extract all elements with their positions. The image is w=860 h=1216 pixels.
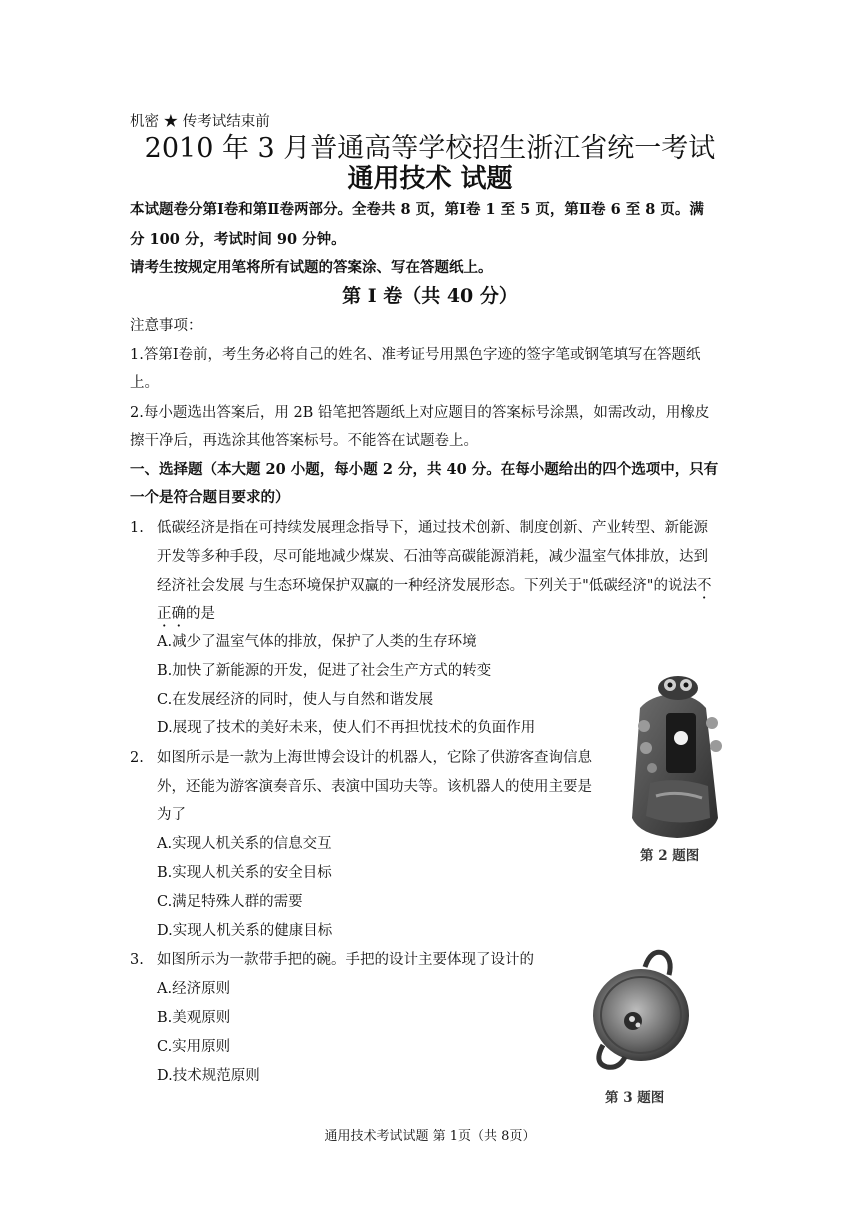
question-1-line-3 — [157, 576, 711, 596]
question-1-line-2: 开发等多种手段，尽可能地减少煤炭、石油等高碳能源消耗，减少温室气体排放，达到 — [157, 549, 708, 565]
part1-heading: 第 I 卷（共 40 分） — [342, 285, 518, 307]
question-2-line-2: 外，还能为游客演奏音乐、表演中国功夫等。该机器人的使用主要是 — [157, 779, 592, 795]
question-3-number: 3. — [130, 952, 144, 968]
bowl-figure — [585, 945, 695, 1075]
emphasis-char-correct-1: 正 — [157, 606, 172, 622]
question-1-line-3-text: 经济社会发展 与生态环境保护双赢的一种经济发展形态。下列关于"低碳经济"的说法 — [157, 578, 697, 594]
question-3-line-1: 如图所示为一款带手把的碗。手把的设计主要体现了设计的 — [157, 952, 534, 968]
notes-title: 注意事项： — [130, 318, 203, 334]
question-1-number: 1. — [130, 520, 144, 536]
figure-3-label: 第 3 题图 — [605, 1090, 665, 1106]
robot-illustration — [622, 668, 732, 843]
section-heading-line-1: 一、选择题（本大题 20 小题，每小题 2 分，共 40 分。在每小题给出的四个选项中，只有 — [130, 461, 719, 478]
note-1-line-2: 上。 — [130, 375, 159, 391]
question-3-option-c: C.实用原则 — [157, 1039, 231, 1055]
bowl-illustration — [585, 945, 695, 1075]
emphasis-char-not: 不 — [696, 578, 712, 594]
question-1-option-c: C.在发展经济的同时，使人与自然和谐发展 — [157, 692, 434, 708]
note-1-line-1: 1.答第Ⅰ卷前，考生务必将自己的姓名、准考证号用黑色字迹的签字笔或钢笔填写在答题纸 — [130, 347, 701, 363]
intro-line-2: 分 100 分，考试时间 90 分钟。 — [130, 231, 346, 248]
exam-subtitle: 通用技术 试题 — [347, 164, 513, 194]
question-2-option-a: A.实现人机关系的信息交互 — [157, 836, 332, 852]
question-1-option-d: D.展现了技术的美好未来，使人们不再担忧技术的负面作用 — [157, 720, 536, 736]
page-footer: 通用技术考试试题 第 1页（共 8页） — [324, 1129, 536, 1144]
emphasis-char-correct-2: 确 — [171, 606, 186, 622]
question-2-line-1: 如图所示是一款为上海世博会设计的机器人，它除了供游客查询信息 — [157, 750, 592, 766]
question-1-line-4 — [157, 604, 215, 624]
robot-figure — [622, 668, 732, 843]
note-2-line-2: 擦干净后，再选涂其他答案标号。不能答在试题卷上。 — [130, 433, 478, 449]
question-1-option-a: A.减少了温室气体的排放，保护了人类的生存环境 — [157, 634, 477, 650]
figure-2-label: 第 2 题图 — [640, 848, 700, 864]
question-3-option-a: A.经济原则 — [157, 981, 231, 997]
question-2-option-d: D.实现人机关系的健康目标 — [157, 923, 333, 939]
question-3-option-d: D.技术规范原则 — [157, 1068, 260, 1084]
intro-line-3: 请考生按规定用笔将所有试题的答案涂、写在答题纸上。 — [130, 259, 493, 276]
question-1-option-b: B.加快了新能源的开发，促进了社会生产方式的转变 — [157, 663, 492, 679]
exam-title: 2010 年 3 月普通高等学校招生浙江省统一考试 — [144, 133, 716, 164]
question-3-option-b: B.美观原则 — [157, 1010, 231, 1026]
note-2-line-1: 2.每小题选出答案后，用 2B 铅笔把答题纸上对应题目的答案标号涂黑，如需改动，用橡皮 — [130, 405, 710, 421]
question-1-line-1: 低碳经济是指在可持续发展理念指导下，通过技术创新、制度创新、产业转型、新能源 — [157, 520, 708, 536]
confidential-note: 机密 ★ 传考试结束前 — [130, 114, 270, 130]
question-2-number: 2. — [130, 750, 144, 766]
question-2-line-3: 为了 — [157, 807, 186, 823]
question-2-option-b: B.实现人机关系的安全目标 — [157, 865, 332, 881]
section-heading-line-2: 一个是符合题目要求的） — [130, 489, 290, 506]
intro-line-1: 本试题卷分第Ⅰ卷和第Ⅱ卷两部分。全卷共 8 页，第Ⅰ卷 1 至 5 页，第Ⅱ卷 6 至 8 页。满 — [130, 201, 704, 218]
question-2-option-c: C.满足特殊人群的需要 — [157, 894, 303, 910]
question-1-tail: 的是 — [186, 606, 215, 622]
